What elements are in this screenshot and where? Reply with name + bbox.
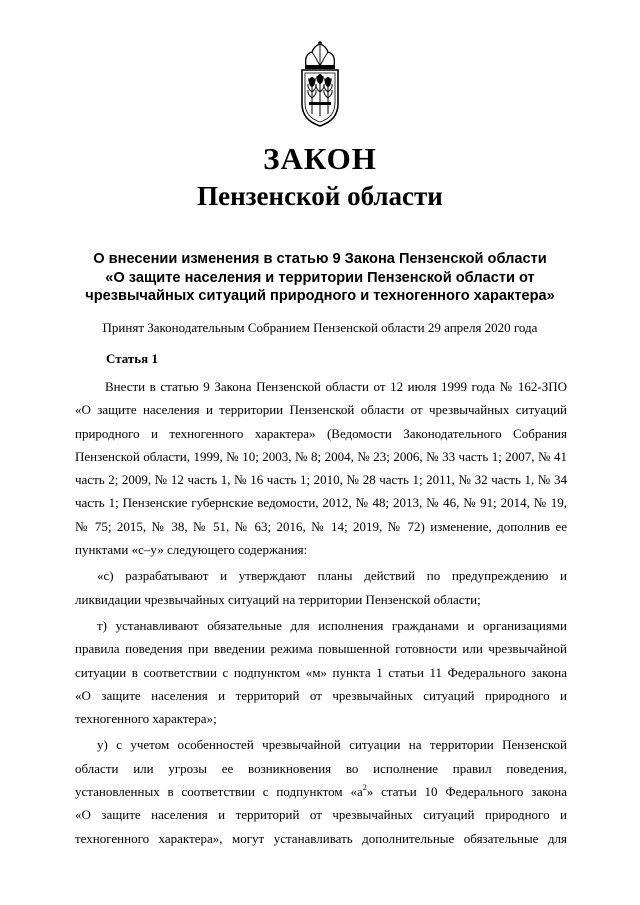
law-region: Пензенской области bbox=[197, 181, 443, 211]
item-u-line: «О защите населения и территорий от чрезвычайных ситуаций природного и bbox=[75, 807, 567, 823]
paragraph-line: «О защите населения и территории Пензенской области от чрезвычайных ситуаций bbox=[75, 402, 567, 418]
subject-line: О внесении изменения в статью 9 Закона Пензенской области bbox=[93, 251, 547, 267]
item-t-line: техногенного характера»; bbox=[75, 711, 217, 727]
paragraph-line: природного и техногенного характера» (Ведомости Законодательного Собрания bbox=[75, 425, 567, 441]
item-u-line: техногенного характера», могут устанавливать дополнительные обязательные для bbox=[75, 830, 567, 846]
paragraph-line: часть 1; Пензенские губернские ведомости, 2012, № 48; 2013, № 46, № 91; 2014, № 19, bbox=[75, 495, 567, 511]
pensa-coat-of-arms-icon bbox=[292, 40, 348, 128]
subject-line: «О защите населения и территории Пензенской области от bbox=[105, 269, 535, 286]
law-subject bbox=[68, 250, 572, 306]
paragraph-line: часть 2; 2009, № 12 часть 1, № 16 часть 1; 2010, № 28 часть 1; 2011, № 32 часть 1, № 34 bbox=[75, 472, 567, 488]
item-t-line: ситуации в соответствии с подпунктом «м» пункта 1 статьи 11 Федерального закона bbox=[75, 664, 567, 680]
law-title: ЗАКОН bbox=[263, 141, 377, 176]
item-t-line: «О защите населения и территорий от чрезвычайных ситуаций природного и bbox=[75, 687, 567, 703]
item-s-line: ликвидации чрезвычайных ситуаций на территории Пензенской области; bbox=[75, 591, 481, 607]
article-heading: Статья 1 bbox=[106, 351, 158, 366]
item-u-line: у) с учетом особенностей чрезвычайной ситуации на территории Пензенской bbox=[97, 737, 567, 753]
paragraph-line: Пензенской области, 1999, № 10; 2003, № 8; 2004, № 23; 2006, № 33 часть 1; 2007, № 41 bbox=[75, 448, 567, 464]
article-body bbox=[75, 379, 567, 854]
paragraph-line: Внести в статью 9 Закона Пензенской области от 12 июля 1999 года № 162-ЗПО bbox=[105, 379, 567, 394]
superscript: 2 bbox=[362, 782, 367, 792]
item-u-text: установленных в соответствии с подпунктом «а bbox=[75, 784, 363, 800]
item-t-line: правила поведения при введении режима повышенной готовности или чрезвычайной bbox=[75, 641, 567, 657]
item-u-line: области или угрозы ее возникновения во исполнение правил поведения, bbox=[75, 760, 567, 776]
item-u-line bbox=[75, 784, 567, 807]
item-s-line: «с) разрабатывают и утверждают планы действий по предупреждению и bbox=[97, 568, 567, 584]
subject-line: чрезвычайных ситуаций природного и техногенного характера» bbox=[85, 288, 555, 304]
item-u-text: » статьи 10 Федерального закона bbox=[366, 784, 567, 800]
item-t-line: т) устанавливают обязательные для исполнения гражданами и организациями bbox=[97, 617, 567, 633]
paragraph-line: № 75; 2015, № 38, № 51, № 63; 2016, № 14; 2019, № 72) изменение, дополнив ее bbox=[75, 518, 567, 534]
adoption-note: Принят Законодательным Собранием Пензенской области 29 апреля 2020 года bbox=[102, 320, 538, 335]
paragraph-line: пунктами «с–у» следующего содержания: bbox=[75, 542, 308, 558]
